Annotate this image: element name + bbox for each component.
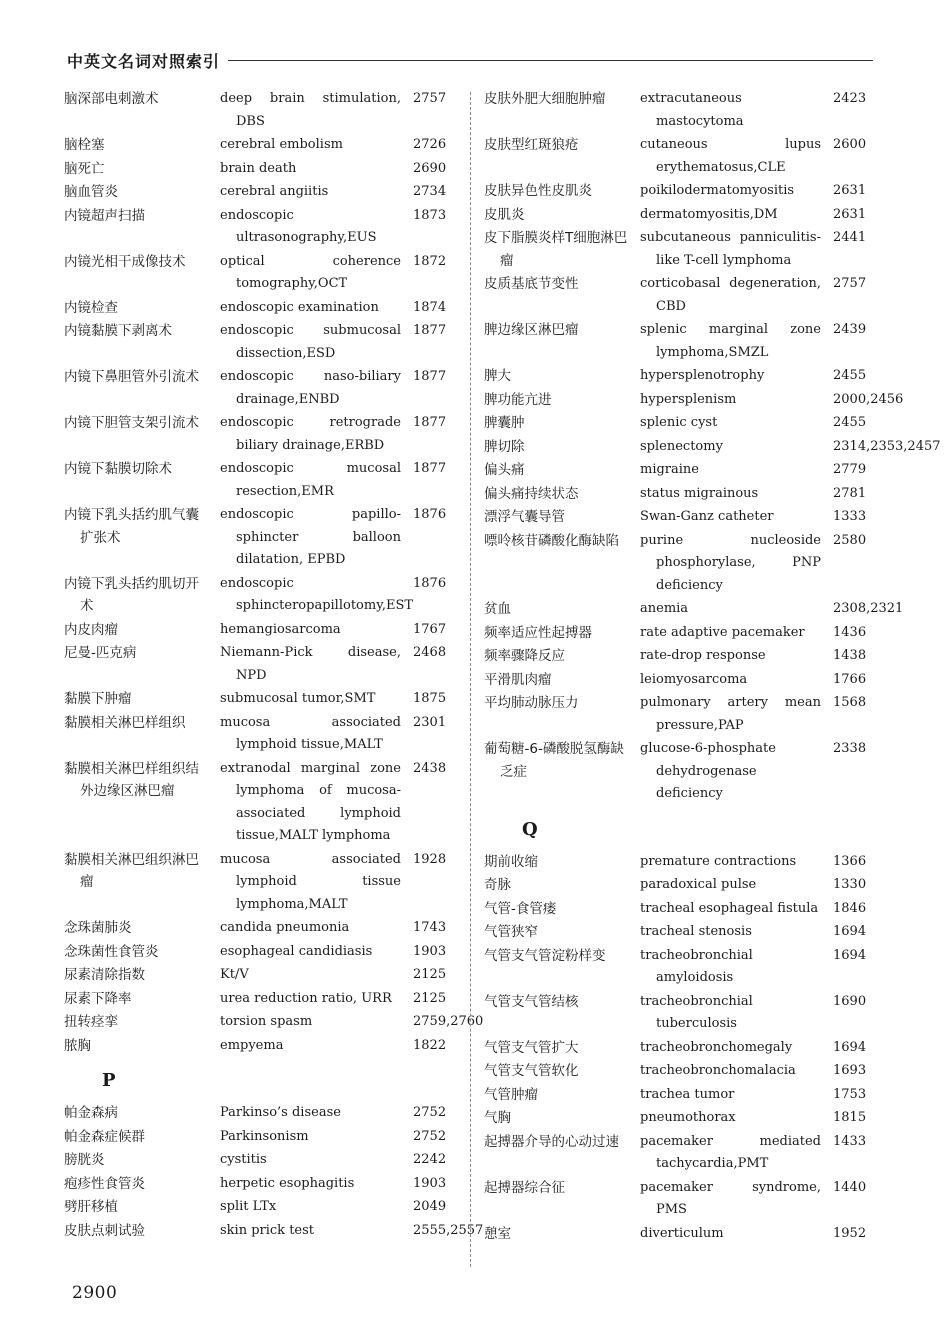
term-english: status migrainous [640,485,759,501]
term-english: rate adaptive pacemaker [640,624,805,640]
term-english: extranodal marginal zone lymphoma of mucosa-associated lymphoid tissue,MALT lymphoma [220,760,401,843]
term-english: endoscopic naso-biliary drainage,ENBD [220,369,401,407]
term-english: endoscopic ultrasonography,EUS [220,207,377,245]
term-english: glucose-6-phosphate dehydrogenase deficiency [640,741,776,801]
index-entry [64,688,459,711]
term-english: pacemaker mediated tachycardia,PMT [640,1133,821,1171]
term-english: pacemaker syndrome, PMS [640,1179,821,1217]
page-reference: 1877 [413,461,447,476]
index-column-left [64,88,484,1243]
term-chinese: 内镜下乳头括约肌切开术 [64,575,199,614]
term-chinese: 皮肤型红斑狼疮 [484,137,579,153]
page-reference: 1903 [413,1175,447,1191]
term-english: hypersplenotrophy [640,368,765,383]
term-english: anemia [640,601,689,616]
index-entry [484,459,879,482]
page-reference: 2308,2321 [833,601,904,616]
index-entry [64,619,459,642]
term-chinese: 贫血 [484,601,511,617]
term-chinese: 脾功能亢进 [484,391,552,408]
page-reference: 2631 [833,206,867,222]
page-reference: 1767 [413,621,447,637]
term-english: tracheobronchomalacia [640,1063,796,1078]
page-reference: 1815 [833,1110,867,1125]
term-chinese: 内镜下乳头括约肌气囊扩张术 [64,507,199,546]
section-letter: P [102,1070,116,1091]
page-reference: 2757 [413,91,447,106]
page-reference: 1872 [413,253,447,269]
term-chinese: 脑栓塞 [64,137,105,153]
index-entry [484,204,879,227]
term-chinese: 膀胱炎 [64,1152,105,1168]
index-entry [64,1011,484,1034]
index-entry [484,692,879,737]
index-entry [64,251,459,296]
index-entry [64,88,459,133]
index-entry [64,412,459,457]
term-english: endoscopic papillo-sphincter balloon dilatation, EPBD [220,507,401,567]
term-english: cerebral embolism [220,137,343,152]
page-reference: 2455 [833,415,867,430]
term-english: skin prick test [220,1222,315,1238]
term-english: herpetic esophagitis [220,1175,355,1191]
page-reference: 2049 [413,1199,447,1214]
page-reference: 1877 [413,323,447,338]
index-entry [484,389,904,412]
page-reference: 1822 [413,1037,447,1053]
term-chinese: 内镜下鼻胆管外引流术 [64,369,199,385]
term-english: tracheal esophageal fistula [640,900,819,916]
term-chinese: 内镜光相干成像技术 [64,253,186,270]
term-chinese: 内镜检查 [64,299,118,316]
term-chinese: 皮肌炎 [484,206,525,223]
index-entry [64,134,459,157]
index-entry [64,297,459,320]
index-entry [484,1037,879,1060]
page-reference: 2757 [833,276,867,291]
page-reference: 1690 [833,993,867,1009]
term-english: split LTx [220,1199,277,1214]
term-english: submucosal tumor,SMT [220,691,376,706]
index-entry [484,134,879,179]
term-chinese: 内镜超声扫描 [64,207,145,224]
term-english: paradoxical pulse [640,877,757,892]
index-entry [484,598,904,621]
index-entry [484,88,879,133]
term-english: tracheal stenosis [640,924,752,939]
section-letter: Q [522,818,538,840]
term-chinese: 频率适应性起搏器 [484,624,592,641]
term-chinese: 尼曼-匹克病 [64,645,137,661]
page-reference: 1333 [833,509,867,524]
column-divider [470,92,471,1267]
page-number: 2900 [72,1283,118,1303]
page-reference: 2000,2456 [833,391,904,407]
term-english: endoscopic mucosal resection,EMR [220,461,401,499]
term-english: rate-drop response [640,648,766,663]
term-chinese: 脾边缘区淋巴瘤 [484,322,579,338]
term-english: endoscopic examination [220,299,379,315]
term-chinese: 气管肿瘤 [484,1086,538,1103]
page-reference: 2779 [833,462,867,477]
index-entry [484,436,941,459]
term-chinese: 脾大 [484,368,511,384]
page-reference: 2690 [413,160,447,176]
index-entry [64,849,459,917]
index-entry [484,483,879,506]
term-chinese: 内镜黏膜下剥离术 [64,323,172,339]
index-entry [484,530,879,598]
term-chinese: 起搏器综合征 [484,1179,565,1196]
page-reference: 1928 [413,851,447,867]
term-chinese: 脑血管炎 [64,184,118,200]
term-chinese: 憩室 [484,1225,511,1242]
term-english: premature contractions [640,853,797,869]
term-english: pneumothorax [640,1110,736,1125]
term-english: tracheobronchial tuberculosis [640,993,753,1031]
page-reference: 2125 [413,967,447,982]
page-reference: 1846 [833,900,867,916]
term-english: purine nucleoside phosphorylase, PNP deficiency [640,532,821,593]
term-chinese: 期前收缩 [484,853,538,870]
index-entry [484,180,879,203]
term-chinese: 皮质基底节变性 [484,276,579,292]
term-chinese: 帕金森症候群 [64,1128,145,1145]
term-chinese: 念珠菌性食管炎 [64,943,159,960]
index-title: 中英文名词对照索引 [67,51,221,71]
index-entry [64,1220,484,1243]
term-chinese: 频率骤降反应 [484,648,565,664]
page-reference: 2781 [833,485,867,501]
page-reference: 1743 [413,920,447,935]
term-english: splenic marginal zone lymphoma,SMZL [640,322,821,360]
index-entry [484,1084,879,1107]
index-entry [64,458,459,503]
index-entry [484,669,879,692]
page-reference: 2125 [413,990,447,1006]
term-english: splenectomy [640,438,723,454]
term-chinese: 皮肤外肥大细胞肿瘤 [484,91,606,107]
index-entry [484,738,879,806]
header-rule [228,60,873,61]
page-reference: 2631 [833,183,867,198]
index-entry [64,941,459,964]
page-reference: 2439 [833,322,867,337]
term-chinese: 念珠菌肺炎 [64,920,132,936]
term-chinese: 脾囊肿 [484,415,525,431]
term-english: extracutaneous mastocytoma [640,91,744,129]
term-english: mucosa associated lymphoid tissue,MALT [220,714,401,752]
term-chinese: 气管支气管扩大 [484,1039,579,1056]
index-entry [484,622,879,645]
term-english: dermatomyositis,DM [640,206,778,222]
term-chinese: 气管支气管结核 [484,993,579,1010]
term-chinese: 脾切除 [484,438,525,455]
index-entry [484,851,879,874]
term-english: Swan-Ganz catheter [640,509,774,524]
term-chinese: 皮肤异色性皮肌炎 [484,183,592,199]
page-reference: 1568 [833,695,867,710]
page-reference: 1952 [833,1225,867,1241]
page-reference: 2242 [413,1152,447,1167]
term-english: Niemann-Pick disease, NPD [220,645,401,683]
term-english: pulmonary artery mean pressure,PAP [640,695,821,733]
index-entry [484,898,879,921]
term-english: poikilodermatomyositis [640,183,795,198]
page-reference: 1436 [833,624,867,640]
page-reference: 2759,2760 [413,1014,484,1029]
page-reference: 1330 [833,877,867,892]
term-chinese: 气管支气管淀粉样变 [484,947,606,964]
term-english: urea reduction ratio, URR [220,990,392,1006]
page-reference: 1433 [833,1133,867,1149]
page-reference: 2752 [413,1105,447,1120]
term-chinese: 平滑肌肉瘤 [484,671,552,688]
page-reference: 2423 [833,91,867,106]
term-english: splenic cyst [640,415,718,430]
term-english: empyema [220,1037,284,1053]
index-entry [484,1107,879,1130]
page-reference: 2301 [413,714,447,730]
page-reference: 2600 [833,137,867,152]
term-english: endoscopic retrograde biliary drainage,ERBD [220,415,401,453]
index-entry [484,227,879,272]
page-reference: 1694 [833,1039,867,1055]
term-chinese: 黏膜相关淋巴样组织 [64,714,186,731]
page-reference: 2338 [833,741,867,756]
term-chinese: 脑死亡 [64,160,105,177]
index-entry [484,365,879,388]
term-chinese: 嘌呤核苷磷酸化酶缺陷 [484,532,619,549]
page-reference: 1903 [413,943,447,959]
index-entry [64,1149,459,1172]
term-chinese: 气管-食管瘘 [484,900,557,917]
term-english: Kt/V [220,967,249,982]
term-chinese: 内镜下黏膜切除术 [64,461,172,477]
index-entry [484,319,879,364]
term-chinese: 皮下脂膜炎样T细胞淋巴瘤 [484,230,628,269]
index-entry [64,205,459,250]
page-reference: 1876 [413,575,447,591]
term-english: Parkinsonism [220,1128,309,1144]
page-reference: 1693 [833,1063,867,1078]
term-chinese: 平均肺动脉压力 [484,695,579,711]
term-english: trachea tumor [640,1086,735,1102]
index-entry [484,1131,879,1176]
term-english: diverticulum [640,1225,724,1241]
index-entry [64,504,459,572]
term-chinese: 尿素清除指数 [64,967,145,983]
index-entry [484,1223,879,1246]
index-entry [64,712,459,757]
page-reference: 1876 [413,507,447,522]
term-english: esophageal candidiasis [220,943,373,959]
index-entry [64,917,459,940]
term-english: migraine [640,462,699,477]
index-entry [64,642,459,687]
index-entry [64,320,459,365]
page-reference: 2438 [413,760,447,776]
page-reference: 1875 [413,691,447,706]
index-entry [64,964,459,987]
term-chinese: 气管狭窄 [484,924,538,940]
term-chinese: 黏膜相关淋巴组织淋巴瘤 [64,851,199,890]
index-entry [64,366,459,411]
term-english: deep brain stimulation, DBS [220,91,401,129]
index-entry [484,1177,879,1222]
page-reference: 1366 [833,853,867,869]
term-chinese: 黏膜下肿瘤 [64,691,132,707]
term-english: hemangiosarcoma [220,621,341,637]
index-entry [64,1035,459,1058]
term-chinese: 漂浮气囊导管 [484,509,565,525]
term-english: torsion spasm [220,1014,313,1029]
page-reference: 2468 [413,645,447,660]
index-entry [64,181,459,204]
index-entry [64,573,459,618]
index-entry [484,506,879,529]
index-entry [64,1126,459,1149]
page-reference: 1874 [413,299,447,315]
term-english: cutaneous lupus erythematosus,CLE [640,137,821,175]
term-english: tracheobronchomegaly [640,1039,793,1055]
page-reference: 2441 [833,230,867,245]
term-chinese: 帕金森病 [64,1105,118,1121]
term-english: leiomyosarcoma [640,671,748,687]
index-entry [64,988,459,1011]
page-reference: 2752 [413,1128,447,1144]
term-chinese: 偏头痛 [484,462,525,478]
index-entry [64,1196,459,1219]
index-entry [484,921,879,944]
page-reference: 1694 [833,947,867,963]
index-column-right [484,88,941,1246]
page-reference: 1440 [833,1179,867,1195]
term-chinese: 疱疹性食管炎 [64,1175,145,1192]
page-reference: 1438 [833,648,867,663]
term-chinese: 气管支气管软化 [484,1063,579,1079]
term-chinese: 劈肝移植 [64,1199,118,1215]
term-chinese: 脓胸 [64,1037,91,1054]
index-entry [64,1173,459,1196]
term-english: mucosa associated lymphoid tissue lymphoma,MALT [220,851,401,912]
index-entry [64,1102,459,1125]
term-english: subcutaneous panniculitis-like T-cell lymphoma [640,230,821,268]
page-header [67,48,873,72]
term-chinese: 起搏器介导的心动过速 [484,1133,619,1150]
page-reference: 1766 [833,671,867,687]
term-english: endoscopic sphincteropapillotomy,EST [220,575,414,613]
page-reference: 1877 [413,369,447,384]
index-entry [484,1060,879,1083]
page-reference: 1877 [413,415,447,430]
term-english: corticobasal degeneration, CBD [640,276,821,314]
term-english: Parkinso’s disease [220,1105,341,1120]
term-chinese: 偏头痛持续状态 [484,485,579,502]
page-reference: 1873 [413,207,447,223]
page-reference: 1694 [833,924,867,939]
term-english: cerebral angiitis [220,184,329,199]
index-entry [484,412,879,435]
page-reference: 2580 [833,532,867,548]
term-chinese: 内镜下胆管支架引流术 [64,415,199,431]
page-reference: 2455 [833,368,867,383]
term-chinese: 脑深部电刺激术 [64,91,159,107]
index-entry [484,645,879,668]
term-chinese: 葡萄糖-6-磷酸脱氢酶缺乏症 [484,741,624,780]
term-english: optical coherence tomography,OCT [220,253,401,291]
page-reference: 2726 [413,137,447,152]
index-entry [64,758,459,848]
term-english: hypersplenism [640,391,737,407]
term-chinese: 尿素下降率 [64,990,132,1007]
term-english: candida pneumonia [220,920,350,935]
index-entry [484,874,879,897]
term-chinese: 奇脉 [484,877,511,893]
index-entry [484,991,879,1036]
term-chinese: 黏膜相关淋巴样组织结外边缘区淋巴瘤 [64,760,199,799]
term-english: tracheobronchial amyloidosis [640,947,753,985]
index-entry [484,273,879,318]
index-entry [64,158,459,181]
term-english: endoscopic submucosal dissection,ESD [220,323,401,361]
term-english: cystitis [220,1152,267,1167]
page-reference: 1753 [833,1086,867,1102]
term-english: brain death [220,160,297,176]
term-chinese: 扭转痉挛 [64,1014,118,1030]
page-reference: 2555,2557 [413,1222,484,1238]
term-chinese: 皮肤点刺试验 [64,1222,145,1239]
term-chinese: 内皮肉瘤 [64,621,118,638]
term-chinese: 气胸 [484,1110,511,1126]
page-reference: 2314,2353,2457 [833,438,941,454]
index-entry [484,945,879,990]
page-reference: 2734 [413,184,447,199]
